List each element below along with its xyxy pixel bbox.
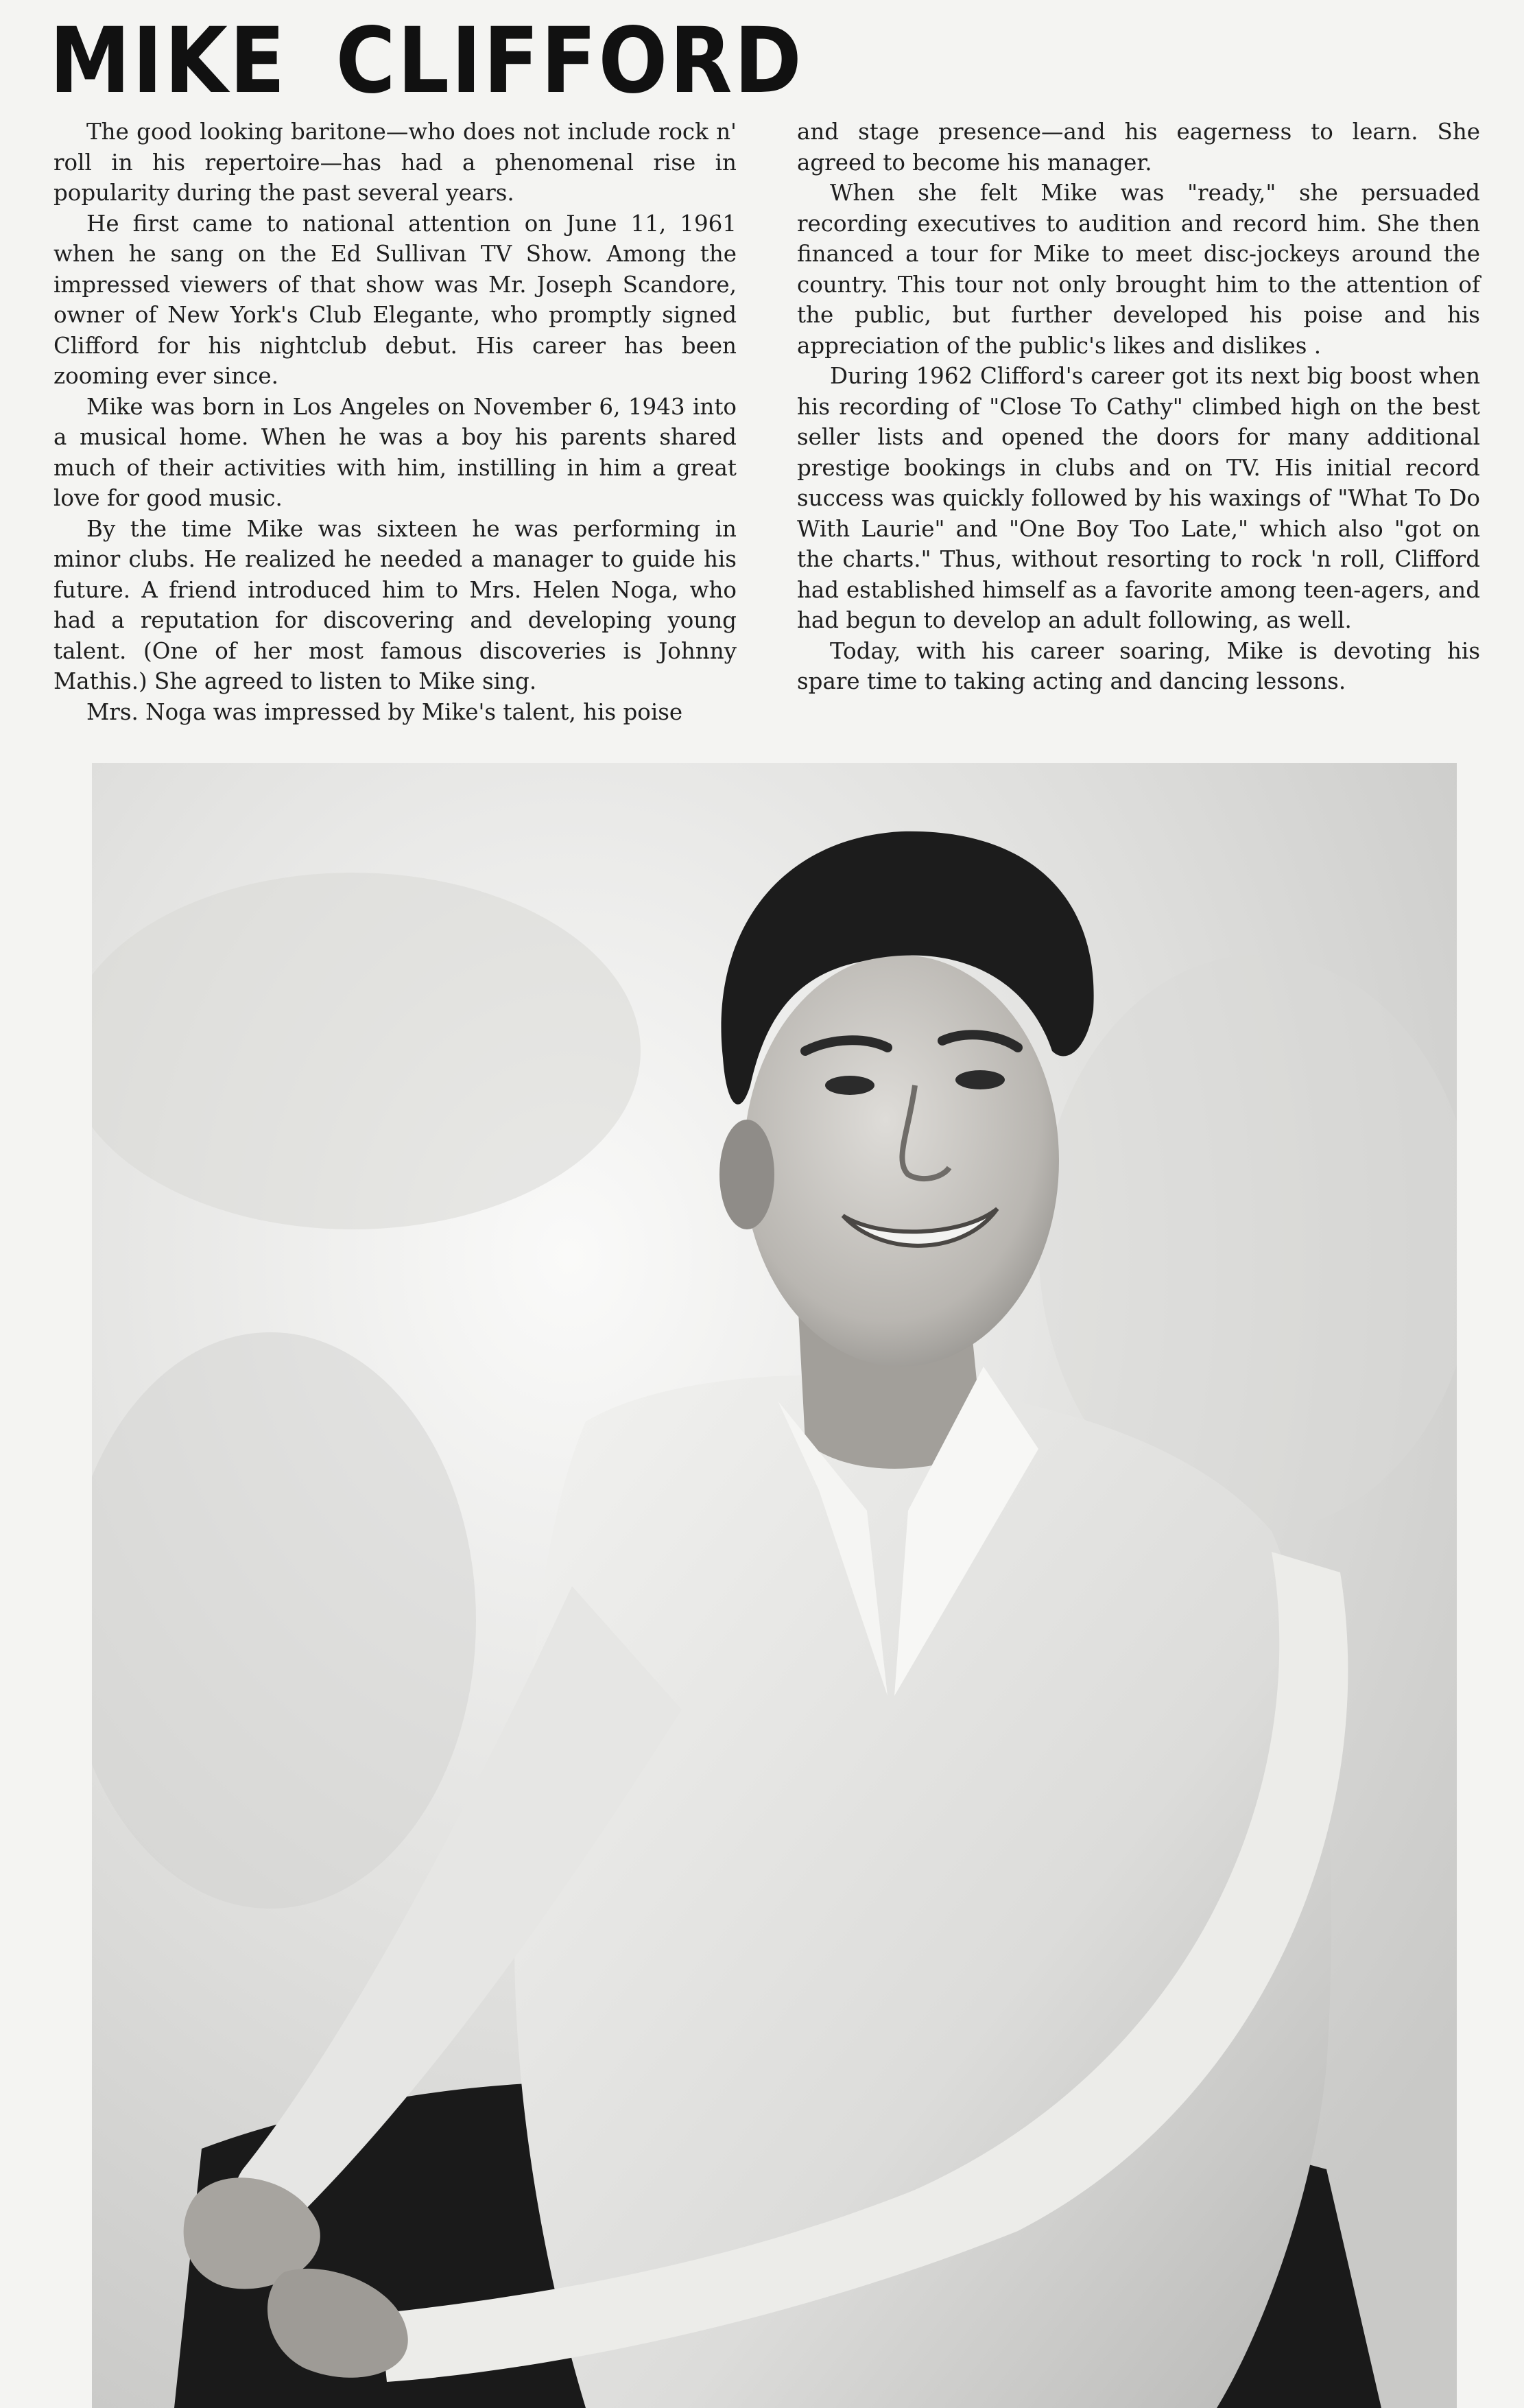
paragraph: Mike was born in Los Angeles on November 6, 1943 into a musical home. When he was a boy his parents shared much of their activities with him, instilling in him a great love for good music. <box>53 393 737 511</box>
eye <box>825 1076 874 1095</box>
article-column-left <box>53 117 737 727</box>
paragraph: Mrs. Noga was impressed by Mike's talent, his poise <box>86 698 683 725</box>
eye <box>955 1070 1005 1089</box>
article-column-right <box>797 117 1480 697</box>
paragraph: He first came to national attention on June 11, 1961 when he sang on the Ed Sullivan TV Show. Among the impressed viewers of that show was Mr. Joseph Scandore, owner of New York's Club Elegante, who promptly signed Clifford for his nightclub debut. His career has been zooming ever since. <box>53 210 737 389</box>
paragraph: By the time Mike was sixteen he was performing in minor clubs. He realized he needed a manager to guide his future. A friend introduced him to Mrs. Helen Noga, who had a reputation for discovering and developing young talent. (One of her most famous discoveries is Johnny Mathis.) She agreed to listen to Mike sing. <box>53 515 737 694</box>
paragraph: The good looking baritone—who does not include rock n' roll in his repertoire—has had a phenomenal rise in popularity during the past several years. <box>53 119 737 206</box>
paragraph: During 1962 Clifford's career got its next big boost when his recording of "Close To Cathy" climbed high on the best seller lists and opened the doors for many additional prestige bookings in clubs and on TV. His initial record success was quickly followed by his waxings of "What To Do With Laurie" and "One Boy Too Late," which also "got on the charts." Thus, without resorting to rock 'n roll, Clifford had established himself as a favorite among teen-agers, and had begun to develop an adult following, as well. <box>797 363 1480 633</box>
paragraph: Today, with his career soaring, Mike is devoting his spare time to taking acting and dancing lessons. <box>797 637 1480 694</box>
page-title: MIKE CLIFFORD <box>49 8 804 114</box>
portrait-photo <box>92 763 1457 2408</box>
paragraph: When she felt Mike was "ready," she persuaded recording executives to audition and record him. She then financed a tour for Mike to meet disc-jockeys around the country. This tour not only brought him to the attention of the public, but further developed his poise and his appreciation of the public's likes and dislikes . <box>797 180 1480 359</box>
ear <box>719 1120 774 1229</box>
portrait-illustration <box>92 763 1457 2408</box>
paragraph-continued: and stage presence—and his eagerness to learn. She agreed to become his manager. <box>797 119 1480 176</box>
